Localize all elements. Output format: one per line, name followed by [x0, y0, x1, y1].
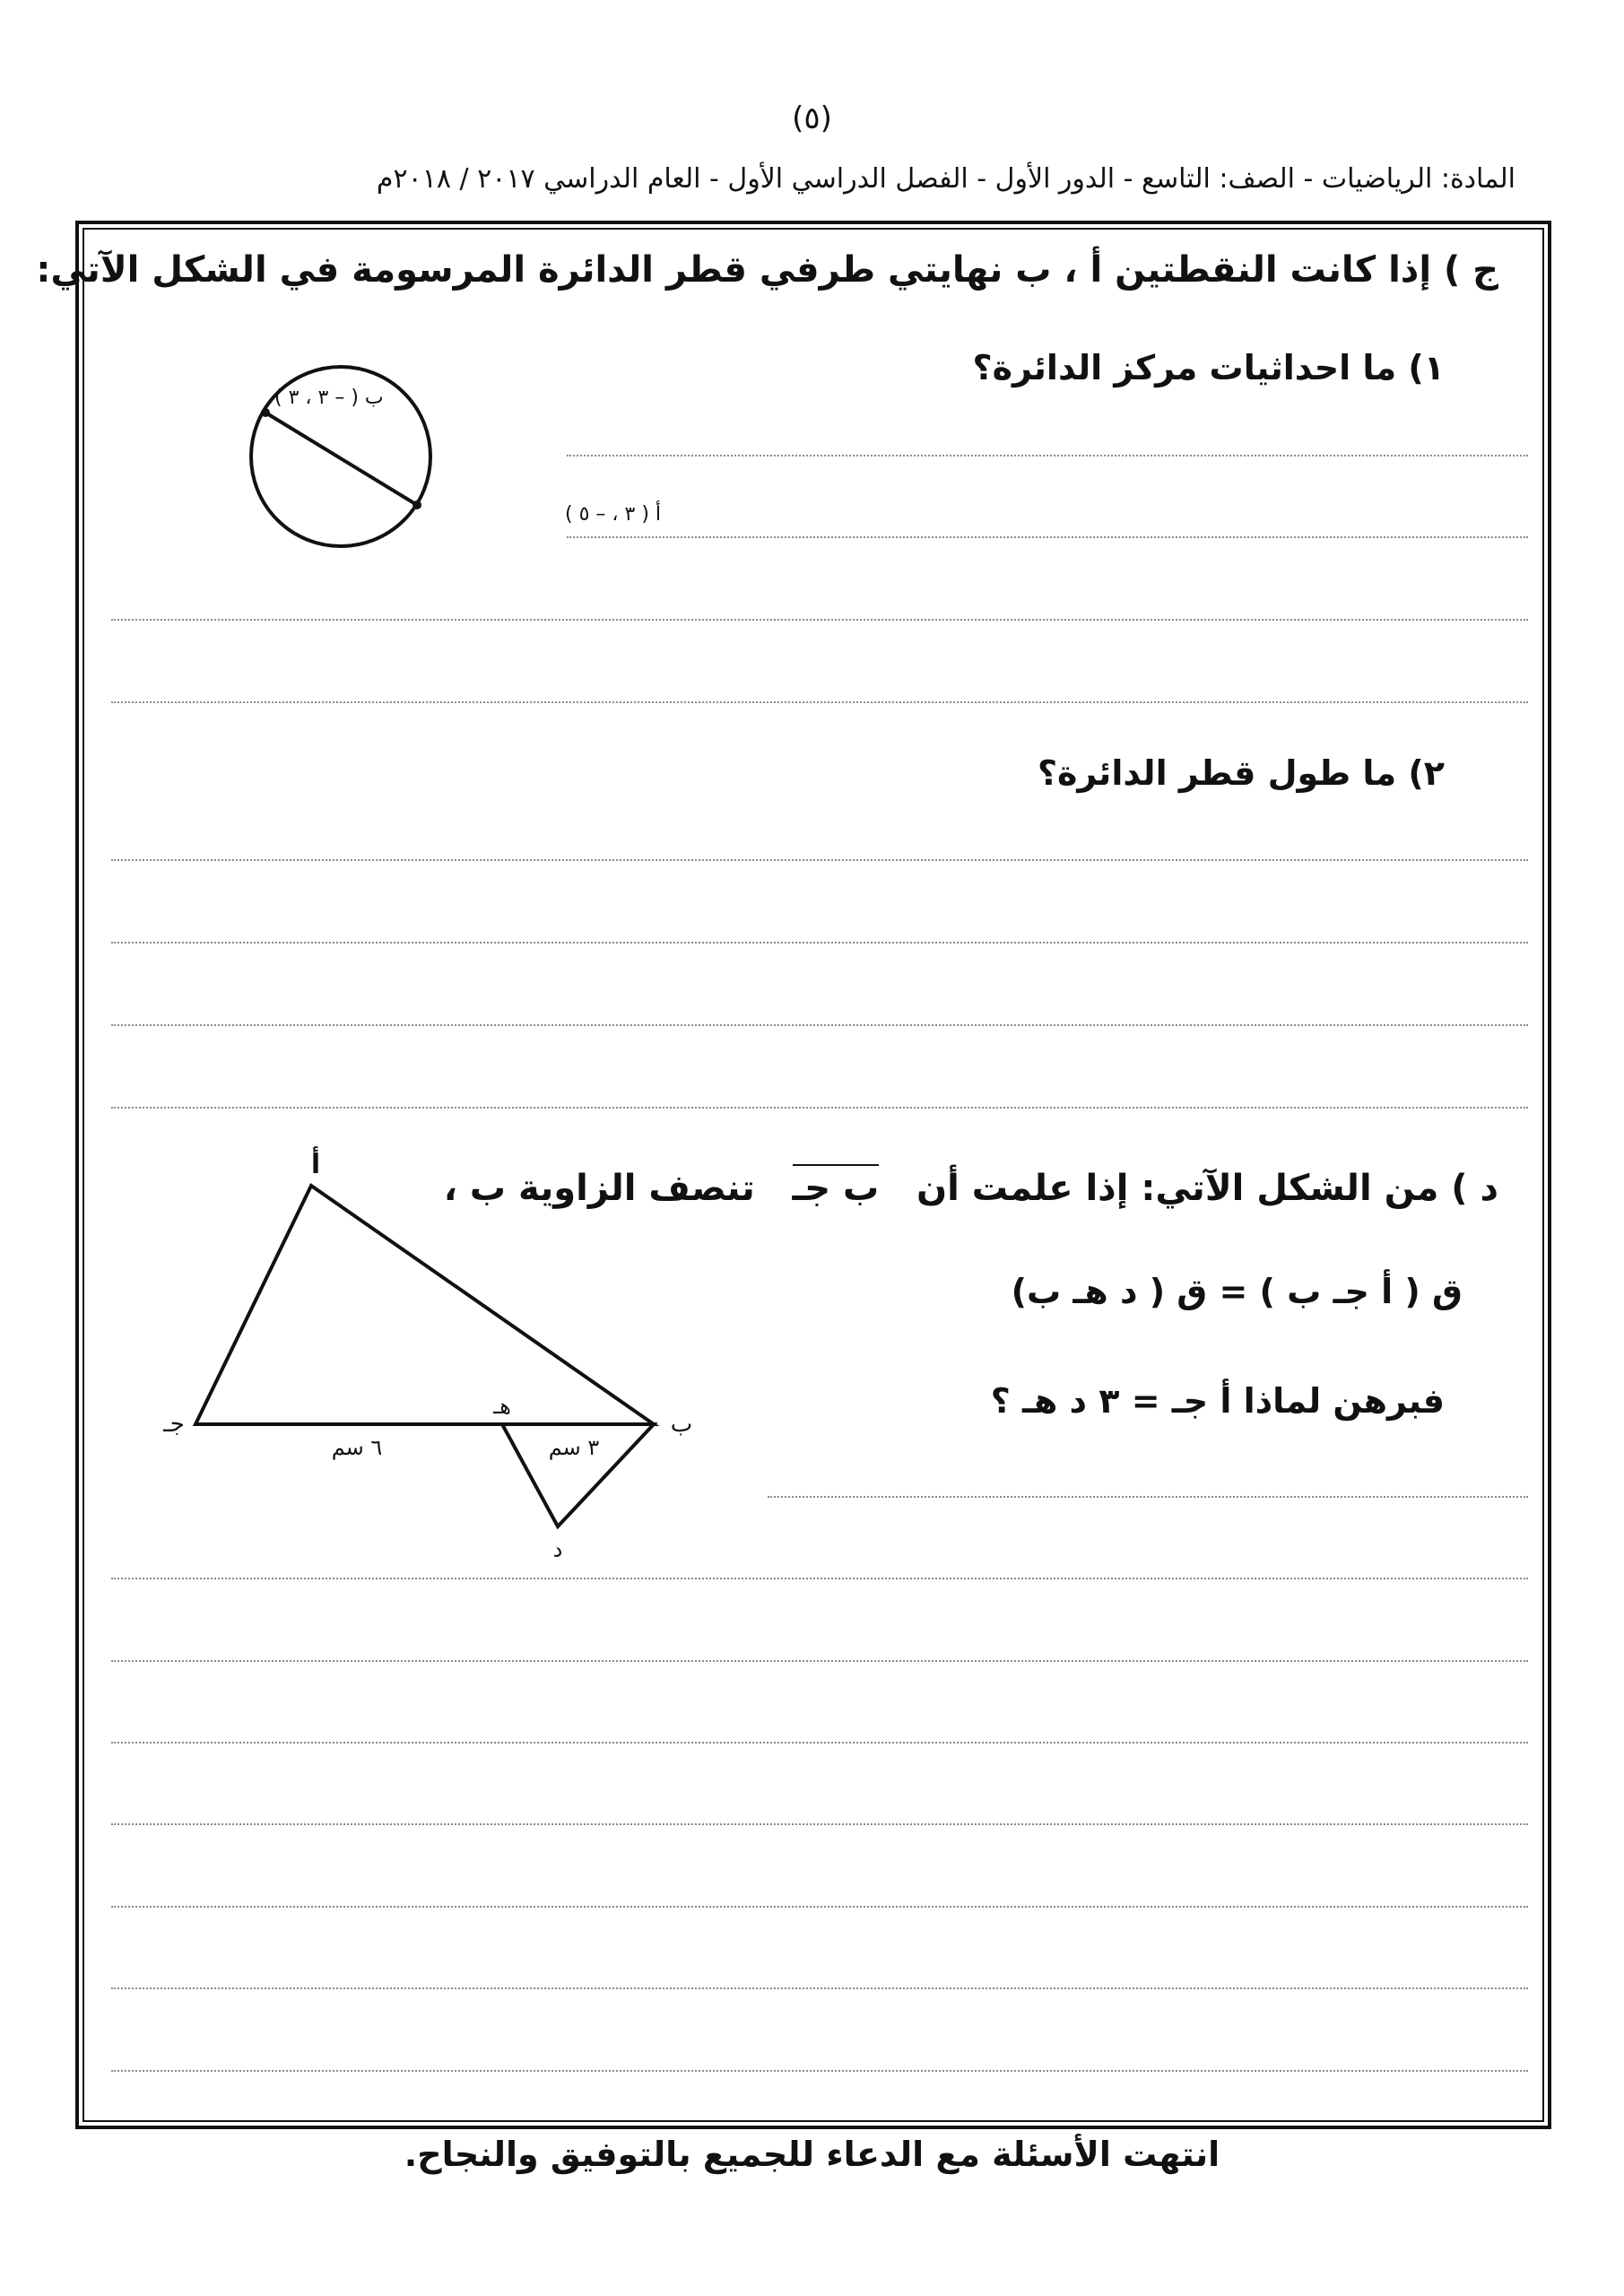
question-c-prompt: ج ) إذا كانت النقطتين أ ، ب نهايتي طرفي قطر الدائرة المرسومة في الشكل الآتي: — [36, 249, 1498, 291]
answer-line[interactable] — [111, 2070, 1528, 2072]
answer-line[interactable] — [111, 942, 1528, 944]
angle-equation: ق ( ﺃ جـ ب ) = ق ( د هـ ب) — [1011, 1272, 1463, 1311]
answer-line[interactable] — [111, 1742, 1528, 1744]
question-c-sub2: ٢) ما طول قطر الدائرة؟ — [1037, 753, 1445, 793]
answer-line[interactable] — [111, 1906, 1528, 1908]
closing-note: انتهت الأسئلة مع الدعاء للجميع بالتوفيق والنجاح. — [404, 2135, 1220, 2174]
vertex-b-label: ب — [670, 1411, 693, 1438]
point-b-label: ب ( – ٣ ، ٣ ) — [274, 387, 384, 409]
diameter-line — [265, 413, 417, 505]
vertex-c-label: جـ — [163, 1411, 185, 1438]
point-b-dot — [261, 408, 270, 417]
answer-line[interactable] — [111, 1987, 1528, 1989]
question-d-prompt-end: تنصف الزاوية ب ، — [443, 1168, 755, 1209]
point-a-label: أ ( ٣ ، – ٥ ) — [565, 503, 662, 526]
answer-line[interactable] — [111, 859, 1528, 861]
vertex-a-label: ﺃ — [310, 1149, 321, 1180]
length-ch-label: ٦ سم — [331, 1435, 383, 1460]
question-c-sub1: ١) ما احداثيات مركز الدائرة؟ — [972, 348, 1445, 387]
vertex-d-label: د — [552, 1537, 563, 1562]
answer-line[interactable] — [567, 455, 1528, 457]
answer-line[interactable] — [111, 1660, 1528, 1662]
answer-line[interactable] — [111, 1823, 1528, 1825]
point-a-dot — [413, 500, 421, 509]
answer-line[interactable] — [111, 1107, 1528, 1109]
answer-line[interactable] — [111, 701, 1528, 703]
answer-line[interactable] — [111, 1024, 1528, 1026]
answer-line[interactable] — [768, 1496, 1528, 1498]
answer-line[interactable] — [111, 619, 1528, 621]
prove-statement: فبرهن لماذا ﺃ جـ = ٣ د هـ ؟ — [990, 1381, 1445, 1421]
exam-header: المادة: الرياضيات - الصف: التاسع - الدور الأول - الفصل الدراسي الأول - العام الدراسي ٢٠١٧ / ٢٠١٨م — [376, 163, 1515, 195]
length-hb-label: ٣ سم — [548, 1435, 600, 1460]
answer-line[interactable] — [567, 536, 1528, 538]
page-number: (٥) — [792, 100, 832, 136]
triangle-abc — [195, 1186, 654, 1424]
triangle-figure — [152, 1139, 726, 1578]
vertex-h-label: هـ — [493, 1394, 511, 1419]
segment-bc: ب جـ — [793, 1164, 880, 1209]
question-d-prompt-start: د ) من الشكل الآتي: إذا علمت أن — [916, 1168, 1498, 1209]
circle-figure — [99, 350, 662, 565]
answer-line[interactable] — [111, 1578, 1528, 1579]
